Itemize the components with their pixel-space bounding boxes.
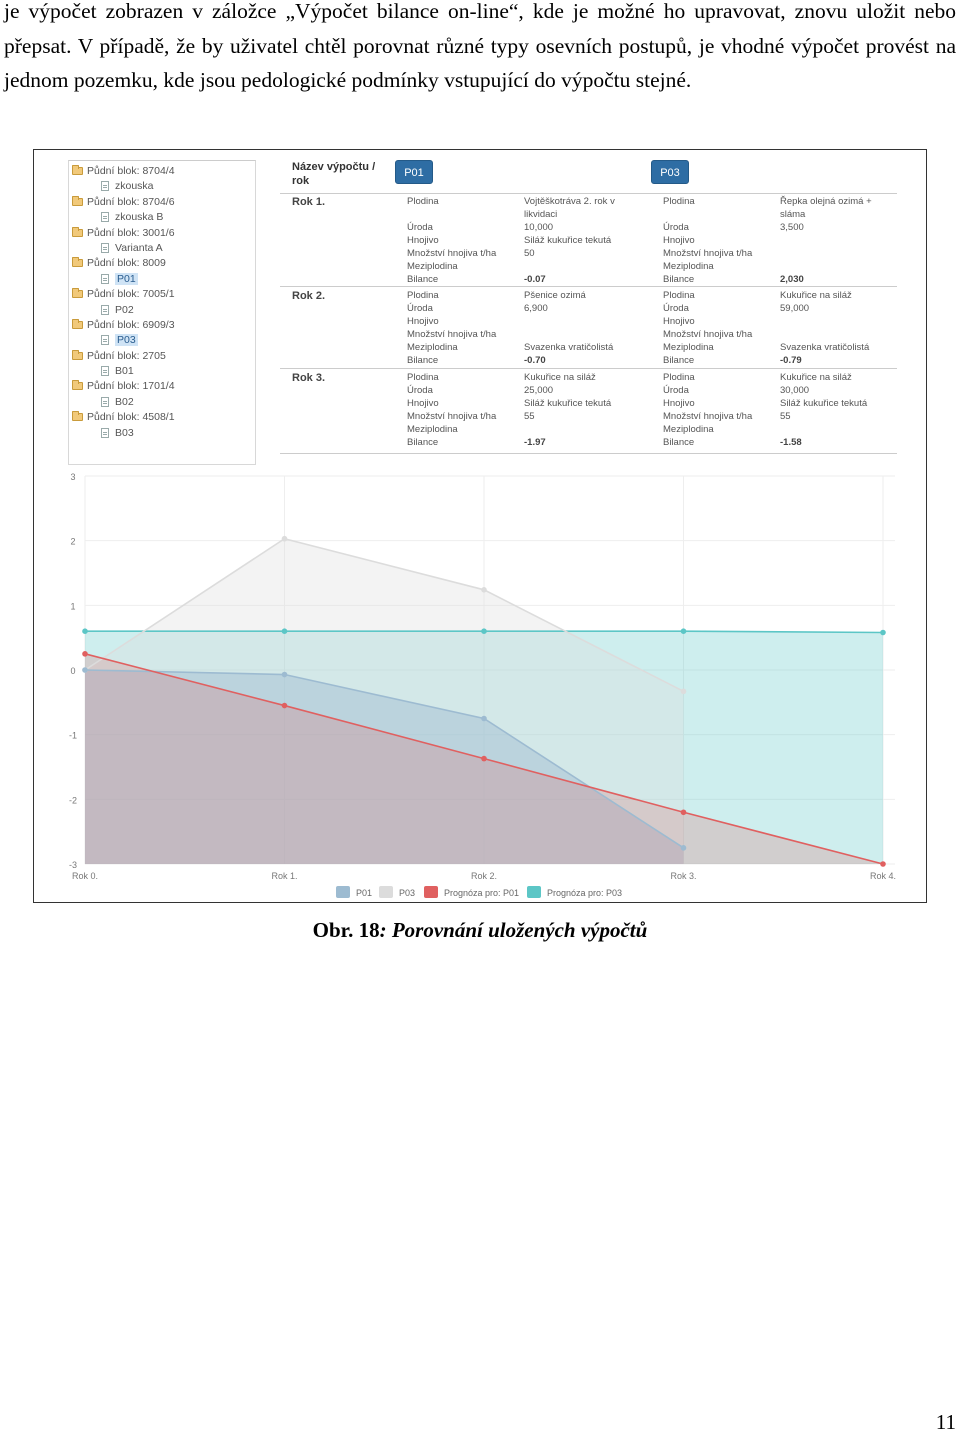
tree-item-label: Půdní blok: 8704/4 — [87, 165, 175, 177]
figure-screenshot — [33, 149, 927, 903]
tree-item-label: P03 — [117, 334, 136, 347]
row-divider — [280, 453, 897, 454]
data-point — [82, 628, 88, 634]
tree-item-label: Půdní blok: 1701/4 — [87, 380, 175, 393]
legend-swatch — [424, 886, 438, 898]
row-label: Bilance — [663, 437, 695, 448]
data-point — [282, 672, 288, 678]
legend-swatch — [379, 886, 393, 898]
table-header-title: Název výpočtu / rok — [292, 161, 376, 187]
legend-label: P01 — [356, 888, 373, 898]
caption-title: : Porovnání uložených výpočtů — [379, 918, 648, 942]
row-label: Úroda — [663, 222, 689, 233]
y-tick-label: 2 — [70, 536, 76, 547]
row-label: Hnojivo — [663, 398, 695, 409]
legend-label: Prognóza pro: P03 — [547, 888, 623, 898]
row-label: Plodina — [407, 196, 439, 207]
tree-item-label: Půdní blok: 7005/1 — [87, 288, 175, 301]
row-label: Množství hnojiva t/ha — [407, 248, 497, 259]
tree-item-label: Půdní blok: 3001/6 — [87, 226, 175, 239]
value-cell-p03: 59,000 — [780, 303, 810, 314]
data-point — [481, 628, 487, 634]
row-label: Meziplodina — [663, 424, 714, 435]
tree-item-label: zkouska — [115, 180, 154, 193]
row-label: Množství hnojiva t/ha — [663, 411, 753, 422]
row-label: Bilance — [407, 274, 439, 285]
value-cell-p03: 55 — [780, 411, 791, 422]
row-label: Hnojivo — [407, 235, 439, 246]
row-divider — [280, 368, 897, 369]
row-label: Bilance — [407, 437, 439, 448]
tree-item-label: Varianta A — [115, 241, 163, 254]
data-point — [82, 667, 88, 673]
value-cell-p01: -0.07 — [524, 274, 546, 285]
data-point — [481, 756, 487, 762]
data-point — [681, 689, 687, 695]
value-cell-p03: Svazenka vratičolistá — [780, 342, 870, 353]
tree-item-label: Půdní blok: 4508/1 — [87, 411, 175, 424]
row-label: Meziplodina — [407, 342, 458, 353]
year-label: Rok 2. — [292, 290, 326, 302]
row-label: Úroda — [663, 303, 689, 314]
value-cell-p03: Kukuřice na siláž — [780, 290, 852, 301]
value-cell-p01: Svazenka vratičolistá — [524, 342, 614, 353]
data-point — [880, 630, 886, 636]
data-point — [681, 809, 687, 815]
data-point — [82, 651, 88, 657]
value-cell-p01: Kukuřice na siláž — [524, 372, 596, 383]
tree-item-label: B03 — [115, 426, 134, 439]
value-cell-p01: Siláž kukuřice tekutá — [524, 398, 612, 409]
y-tick-label: -2 — [68, 795, 78, 806]
x-tick-label: Rok 1. — [271, 871, 298, 881]
row-divider — [280, 193, 897, 194]
value-cell-p03: Siláž kukuřice tekutá — [780, 398, 868, 409]
row-label: Úroda — [407, 303, 433, 314]
row-label: Hnojivo — [407, 316, 439, 327]
row-label: Plodina — [663, 290, 695, 301]
data-point — [681, 845, 687, 851]
y-tick-label: 1 — [70, 601, 76, 612]
row-label: Množství hnojiva t/ha — [663, 329, 753, 340]
tree-item-label: Půdní blok: 6909/3 — [87, 318, 175, 331]
row-label: Meziplodina — [407, 261, 458, 272]
value-cell-p01: 55 — [524, 411, 535, 422]
value-cell-p01: 25,000 — [524, 385, 554, 396]
y-tick-label: 3 — [70, 472, 76, 482]
row-label: Plodina — [407, 372, 439, 383]
value-cell-p03: 3,500 — [780, 222, 804, 233]
data-point — [681, 628, 687, 634]
value-cell-p01: -0.70 — [524, 355, 546, 366]
tree-item-label: Půdní blok: 8704/6 — [87, 195, 175, 208]
value-cell-p01: 50 — [524, 248, 535, 259]
tree-item-label: B01 — [115, 365, 134, 378]
x-tick-label: Rok 2. — [470, 871, 498, 881]
year-label: Rok 3. — [292, 372, 326, 384]
balance-chart — [34, 150, 926, 902]
row-label: Úroda — [663, 385, 689, 396]
tree-item-label: zkouska B — [115, 211, 164, 224]
row-label: Bilance — [663, 274, 695, 285]
tree-item-label: Půdní blok: 2705 — [87, 349, 166, 362]
tree-item-label: B02 — [115, 395, 134, 408]
row-label: Množství hnojiva t/ha — [407, 411, 497, 422]
row-label: Hnojivo — [407, 398, 439, 409]
figure-caption — [0, 918, 960, 943]
x-tick-label: Rok 3. — [670, 871, 697, 881]
calc-button-p03[interactable]: P03 — [651, 160, 689, 184]
value-cell-p03: Řepka olejná ozimá + sláma — [780, 196, 872, 220]
value-cell-p01: 10,000 — [524, 222, 554, 233]
x-tick-label: Rok 0. — [71, 871, 99, 881]
page-number: 11 — [935, 1410, 956, 1434]
y-tick-label: -1 — [68, 730, 78, 741]
tree-item-label: P02 — [115, 303, 134, 316]
tree-item-label: P01 — [117, 272, 136, 285]
row-label: Množství hnojiva t/ha — [407, 329, 497, 340]
year-label: Rok 1. — [292, 196, 326, 208]
x-tick-label: Rok 4. — [869, 871, 897, 881]
data-point — [481, 587, 487, 593]
caption-prefix: Obr. 18 — [312, 918, 380, 942]
value-cell-p03: 30,000 — [780, 385, 810, 396]
row-label: Plodina — [663, 196, 695, 207]
y-tick-label: 0 — [70, 666, 76, 676]
row-divider — [280, 286, 897, 287]
legend-swatch — [527, 886, 541, 898]
data-point — [880, 861, 886, 867]
row-label: Plodina — [407, 290, 439, 301]
row-label: Meziplodina — [407, 424, 458, 435]
row-label: Úroda — [407, 222, 433, 233]
row-label: Množství hnojiva t/ha — [663, 248, 753, 259]
value-cell-p01: Siláž kukuřice tekutá — [524, 235, 612, 246]
value-cell-p03: -1.58 — [780, 437, 802, 448]
y-tick-label: -3 — [68, 860, 78, 870]
value-cell-p03: Kukuřice na siláž — [780, 372, 852, 383]
value-cell-p01: 6,900 — [524, 303, 548, 314]
value-cell-p03: -0.79 — [780, 355, 802, 366]
calc-button-p01[interactable]: P01 — [395, 160, 433, 184]
legend-swatch — [336, 886, 350, 898]
row-label: Úroda — [407, 385, 433, 396]
value-cell-p01: -1.97 — [524, 437, 546, 448]
data-point — [282, 536, 288, 542]
row-label: Meziplodina — [663, 261, 714, 272]
data-point — [282, 628, 288, 634]
row-label: Meziplodina — [663, 342, 714, 353]
row-label: Hnojivo — [663, 235, 695, 246]
row-label: Bilance — [407, 355, 439, 366]
data-point — [481, 716, 487, 722]
row-label: Hnojivo — [663, 316, 695, 327]
body-paragraph: je výpočet zobrazen v záložce „Výpočet bilance on-line“, kde je možné ho upravovat, znovu uložit nebo přepsat. V případě, že by uživatel chtěl porovnat různé typy osevních postupů, je vhodné výpočet provést na jednom pozemku, kde jsou pedologické podmínky vstupující do výpočtu stejné. — [4, 0, 956, 92]
row-label: Bilance — [663, 355, 695, 366]
value-cell-p01: Vojtěškotráva 2. rok v likvidaci — [524, 196, 615, 220]
row-label: Plodina — [663, 372, 695, 383]
data-point — [282, 703, 288, 709]
legend-label: Prognóza pro: P01 — [444, 888, 520, 898]
value-cell-p03: 2,030 — [780, 274, 804, 285]
tree-item-label: Půdní blok: 8009 — [87, 257, 166, 270]
legend-label: P03 — [399, 888, 416, 898]
value-cell-p01: Pšenice ozimá — [524, 290, 586, 301]
